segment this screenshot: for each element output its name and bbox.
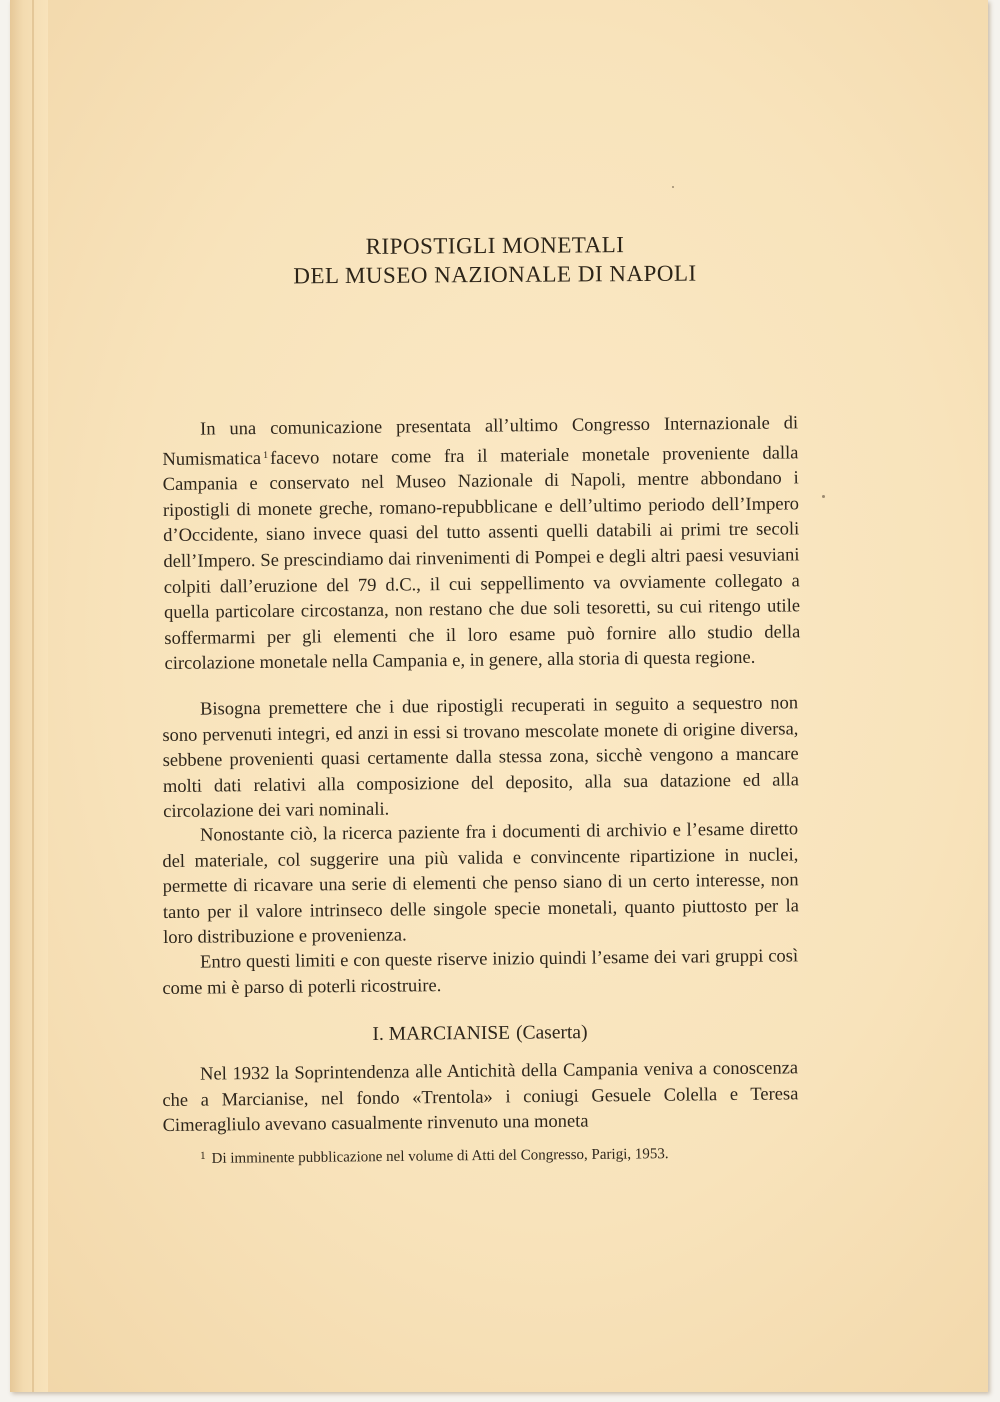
paragraph-1	[162, 411, 801, 678]
section-heading-title: I. MARCIANISE	[372, 1022, 511, 1045]
paragraph-2	[162, 691, 799, 826]
paragraph-1-text-a: In una comunicazione presentata all’ultimo Congresso Internazionale di Numismatica	[162, 413, 799, 470]
paragraph-4-text: Entro questi limiti e con queste riserve inizio quindi l’esame dei vari gruppi così come mi è parso di poterli ricostruire.	[162, 946, 799, 999]
paper-speck	[822, 495, 825, 498]
paragraph-5-text: Nel 1932 la Soprintendenza alle Antichità della Campania veniva a conoscenza che a Marcianise, nel fondo «Trentola» i coniugi Gesuele Colella e Teresa Cimeragliulo avevano casualmente rinvenuto una moneta	[162, 1058, 799, 1137]
paragraph-3	[162, 817, 799, 952]
article-title-line-2: DEL MUSEO NAZIONALE DI NAPOLI	[293, 260, 697, 289]
article-title-line-1: RIPOSTIGLI MONETALI	[365, 232, 625, 259]
paragraph-4	[162, 944, 799, 1002]
page-spine-edge	[32, 0, 34, 1392]
footnote-text: Di imminente pubblicazione nel volume di Atti del Congresso, Parigi, 1953.	[211, 1146, 669, 1167]
paragraph-5	[162, 1056, 799, 1139]
paper-speck	[672, 186, 674, 188]
footnote-ref: 1	[262, 449, 269, 461]
paragraph-1-text-b: facevo notare come fra il materiale monetale proveniente dalla Campania e conservato nel Museo Nazionale di Napoli, mentre abbondano i ripostigli di monete greche, romano-repubblicane e dell’ultimo periodo dell’Impero d’Occidente, siano invece quasi del tutto assenti quelli databili ai primi tre secoli dell’Impero. Se prescindiamo dai rinvenimenti di Pompei e degli altri paesi vesuviani colpiti dall’eruzione del 79 d.C., il cui seppellimento va ovviamente collegato a quella particolare circostanza, non restano che due soli tesoretti, su cui ritengo utile soffermarmi per gli elementi che il loro esame può fornire allo studio della circolazione monetale nella Campania e, in genere, alla storia di questa regione.	[162, 442, 801, 675]
paragraph-3-text: Nonostante ciò, la ricerca paziente fra i documenti di archivio e l’esame diretto del materiale, col suggerire una più valida e convincente ripartizione in nuclei, permette di ricavare una serie di elementi che penso siano di un certo interesse, non tanto per il valore intrinseco delle singole specie monetali, quanto piuttosto per la loro distribuzione e provenienza.	[162, 819, 799, 949]
page-spine-shadow	[10, 0, 48, 1392]
paragraph-2-text: Bisogna premettere che i due ripostigli recuperati in seguito a sequestro non sono pervenuti integri, ed anzi in essi si trovano mescolate monete di origine diversa, sebbene provenienti quasi certamente dalla stessa zona, sicchè vengono a mancare molti dati relativi alla composizione del deposito, alla sua datazione ed alla circolazione dei vari nominali.	[162, 693, 799, 823]
footnote-mark: 1	[200, 1149, 206, 1162]
section-heading-sub: (Caserta)	[515, 1022, 588, 1044]
